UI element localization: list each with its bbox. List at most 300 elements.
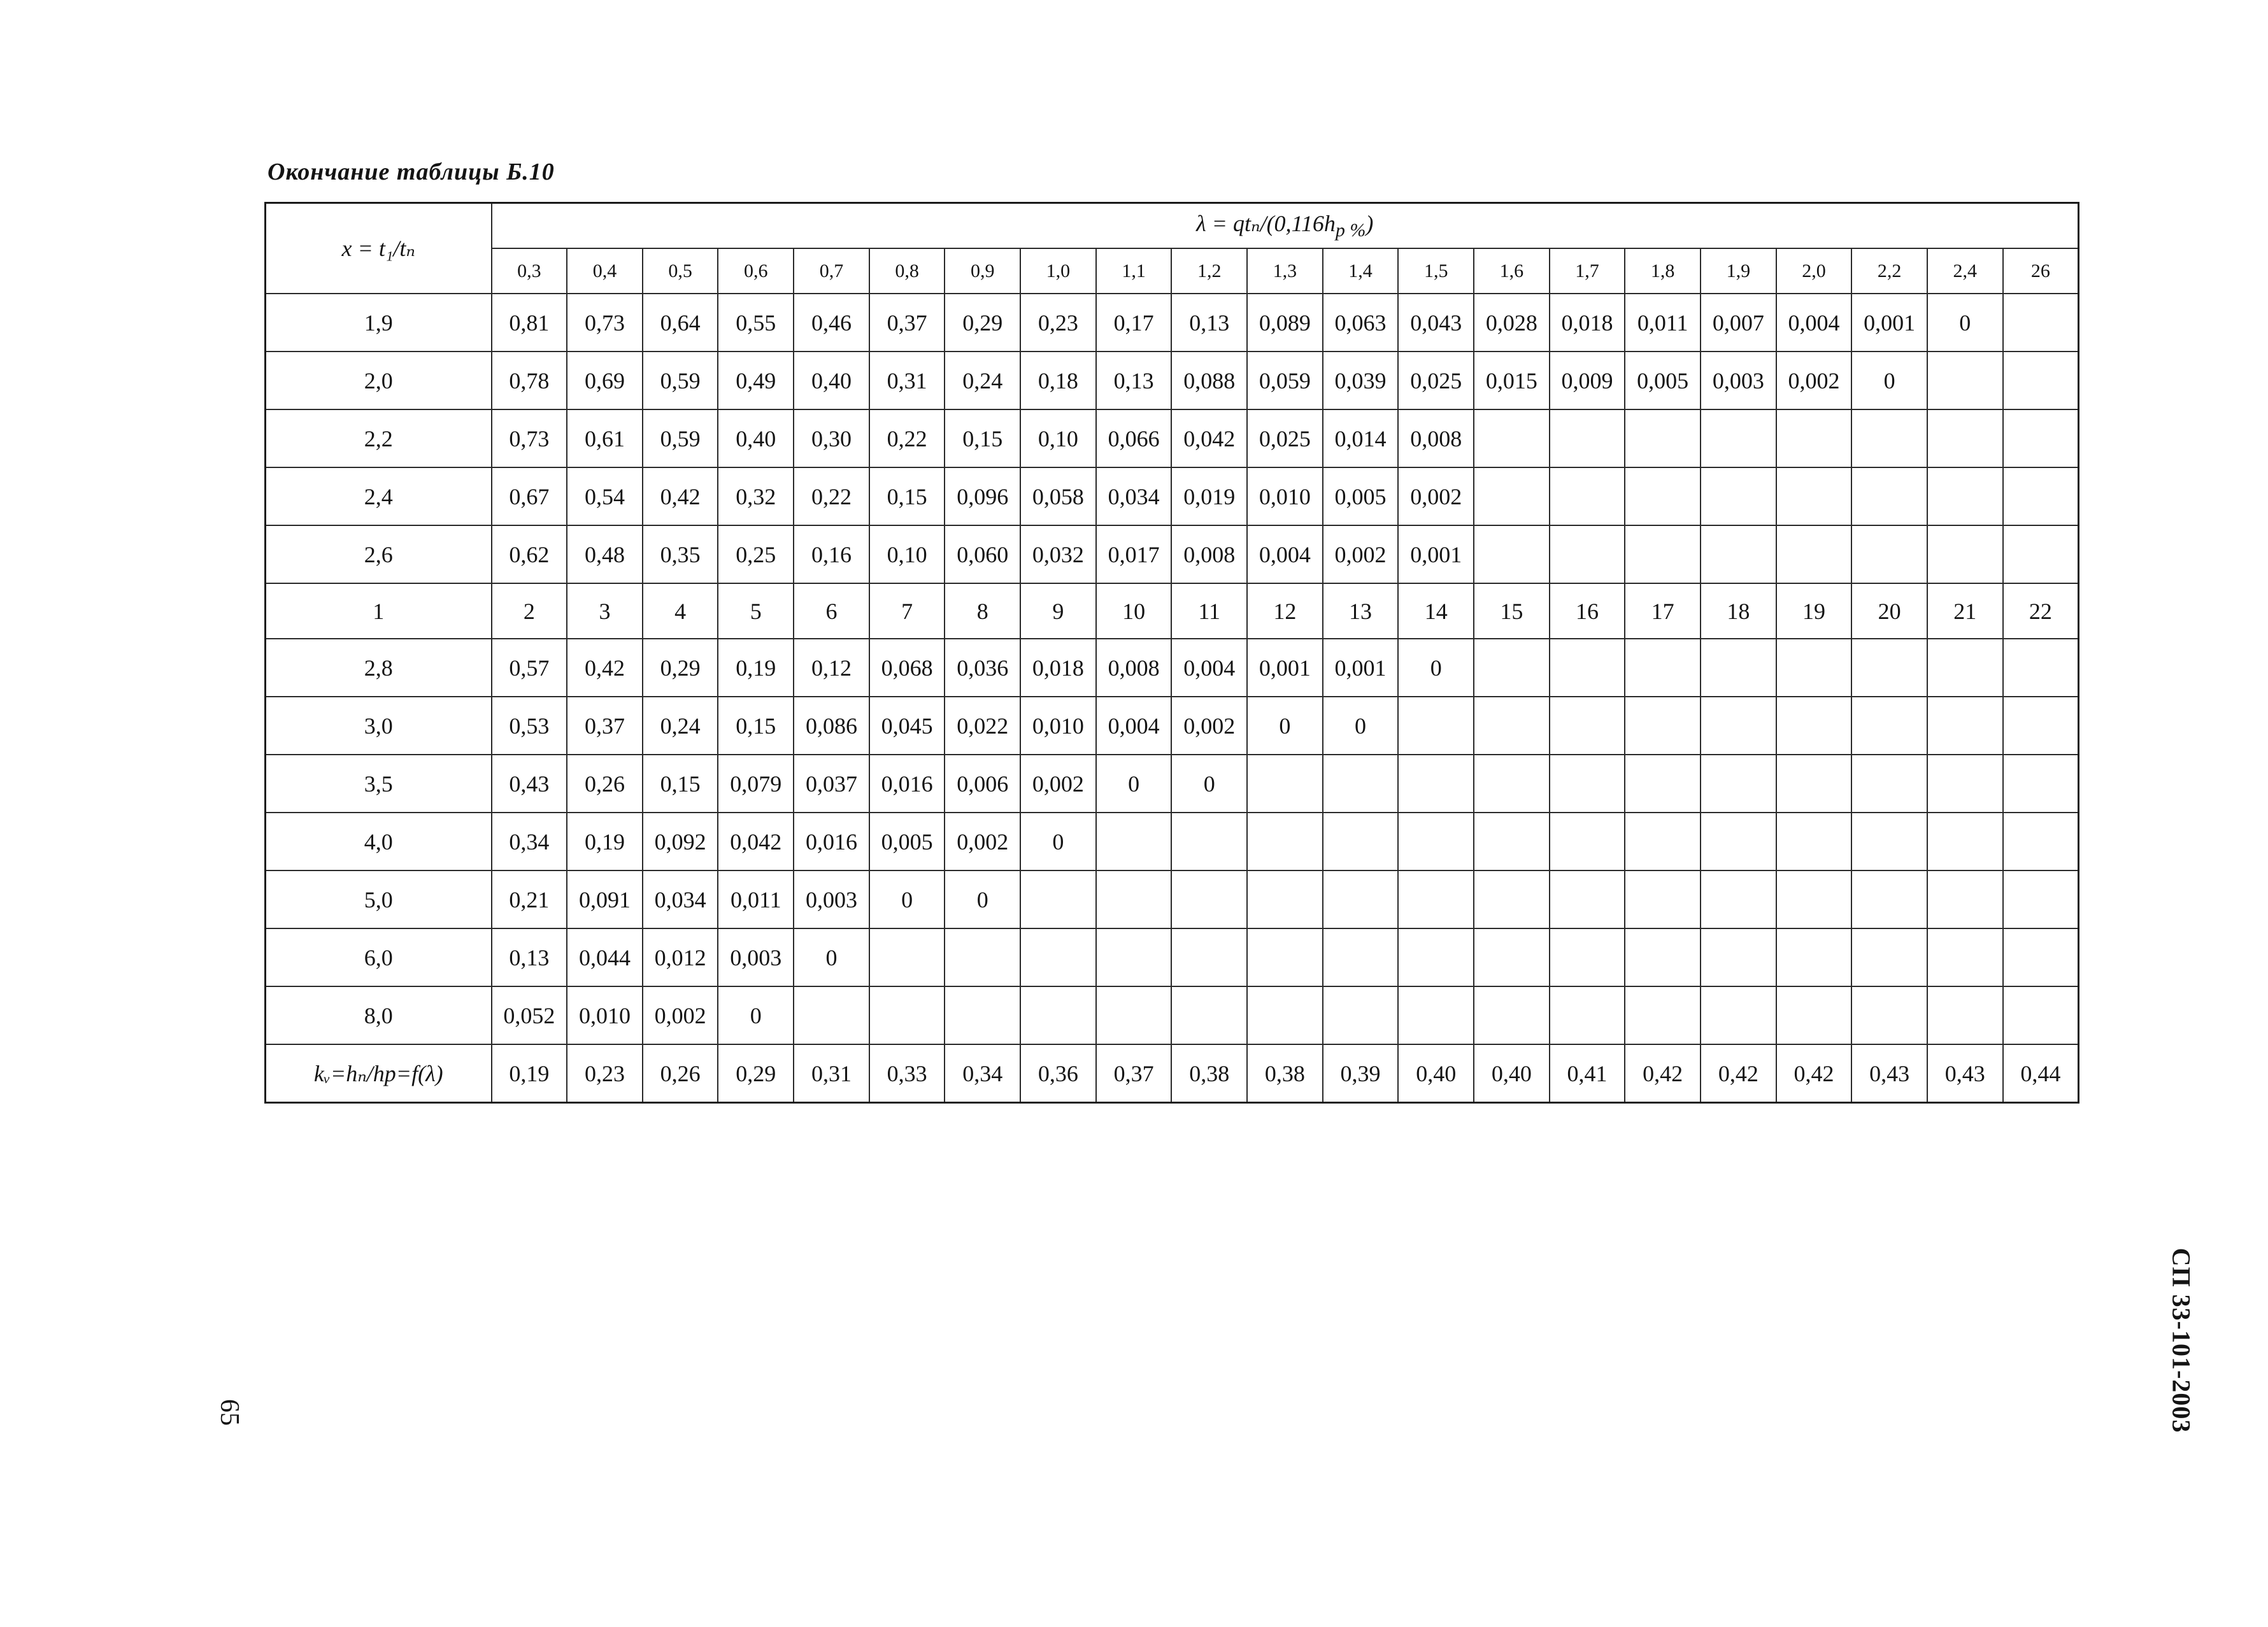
table-cell: 0,40 — [718, 409, 794, 467]
column-number-cell: 4 — [643, 583, 718, 639]
table-row — [266, 639, 2079, 697]
data-table — [264, 202, 2079, 1104]
row-x-value: 5,0 — [266, 870, 492, 928]
table-cell: 0 — [1247, 697, 1323, 755]
lambda-value-cell: 1,1 — [1096, 248, 1172, 294]
table-cell — [1927, 755, 2003, 813]
table-cell: 0,13 — [1171, 294, 1247, 352]
table-cell: 0,002 — [1398, 467, 1474, 525]
table-cell — [1927, 928, 2003, 986]
lambda-formula: λ = qtₙ/(0,116h — [1196, 210, 1336, 236]
table-cell: 0,81 — [492, 294, 567, 352]
table-cell: 0 — [794, 928, 869, 986]
table-cell: 0,018 — [1020, 639, 1096, 697]
table-cell — [1474, 525, 1550, 583]
table-cell — [1701, 870, 1776, 928]
table-cell: 0,54 — [567, 467, 643, 525]
table-cell — [1323, 813, 1399, 870]
table-cell: 0,092 — [643, 813, 718, 870]
table-cell — [1550, 813, 1625, 870]
table-cell — [1927, 467, 2003, 525]
footer-kv-cell: 0,38 — [1171, 1044, 1247, 1103]
table-cell — [2003, 294, 2079, 352]
table-cell — [1398, 697, 1474, 755]
table-cell — [1398, 928, 1474, 986]
table-row — [266, 467, 2079, 525]
column-number-cell: 7 — [869, 583, 945, 639]
table-cell: 0,016 — [794, 813, 869, 870]
table-cell — [1247, 928, 1323, 986]
table-cell — [1851, 986, 1927, 1044]
row-x-value: 2,8 — [266, 639, 492, 697]
table-cell — [1625, 755, 1701, 813]
table-cell — [2003, 525, 2079, 583]
table-cell: 0,31 — [869, 352, 945, 409]
table-cell — [1625, 467, 1701, 525]
table-cell: 0,24 — [643, 697, 718, 755]
table-cell: 0,042 — [718, 813, 794, 870]
table-cell — [1323, 928, 1399, 986]
footer-row-kv — [266, 1044, 2079, 1103]
footer-kv-cell: 0,43 — [1851, 1044, 1927, 1103]
table-cell: 0 — [718, 986, 794, 1044]
table-cell: 0,12 — [794, 639, 869, 697]
table-cell: 0,005 — [1625, 352, 1701, 409]
table-cell — [1851, 755, 1927, 813]
column-number-cell: 19 — [1776, 583, 1852, 639]
table-cell: 0,43 — [492, 755, 567, 813]
table-cell — [1776, 639, 1852, 697]
table-cell — [2003, 697, 2079, 755]
table-cell: 0,69 — [567, 352, 643, 409]
table-cell — [1927, 639, 2003, 697]
table-cell: 0,028 — [1474, 294, 1550, 352]
lambda-value-cell: 26 — [2003, 248, 2079, 294]
table-cell: 0 — [1096, 755, 1172, 813]
table-cell: 0,003 — [1701, 352, 1776, 409]
table-cell — [1550, 986, 1625, 1044]
table-cell: 0,73 — [567, 294, 643, 352]
table-cell — [1096, 928, 1172, 986]
table-cell: 0,025 — [1247, 409, 1323, 467]
column-number-cell: 14 — [1398, 583, 1474, 639]
table-cell: 0,16 — [794, 525, 869, 583]
table-cell: 0,004 — [1776, 294, 1852, 352]
table-cell — [2003, 813, 2079, 870]
table-cell: 0,016 — [869, 755, 945, 813]
table-cell: 0,096 — [945, 467, 1020, 525]
table-cell: 0,15 — [718, 697, 794, 755]
table-cell: 0,40 — [794, 352, 869, 409]
table-cell: 0,29 — [945, 294, 1020, 352]
column-number-cell: 1 — [266, 583, 492, 639]
table-cell — [1474, 467, 1550, 525]
table-cell — [1247, 870, 1323, 928]
lambda-value-cell: 1,9 — [1701, 248, 1776, 294]
table-cell: 0 — [945, 870, 1020, 928]
table-cell: 0,18 — [1020, 352, 1096, 409]
table-cell: 0,066 — [1096, 409, 1172, 467]
table-row — [266, 525, 2079, 583]
table-cell — [1323, 986, 1399, 1044]
table-cell: 0,032 — [1020, 525, 1096, 583]
table-cell: 0,32 — [718, 467, 794, 525]
lambda-value-cell: 2,0 — [1776, 248, 1852, 294]
footer-kv-cell: 0,23 — [567, 1044, 643, 1103]
table-cell — [1550, 697, 1625, 755]
header-row-lambda — [266, 203, 2079, 249]
table-cell — [1776, 870, 1852, 928]
table-cell — [1474, 409, 1550, 467]
table-cell: 0,089 — [1247, 294, 1323, 352]
table-cell: 0,044 — [567, 928, 643, 986]
footer-kv-cell: 0,29 — [718, 1044, 794, 1103]
table-cell — [1550, 525, 1625, 583]
table-cell — [1776, 409, 1852, 467]
table-cell — [1020, 928, 1096, 986]
table-cell: 0,001 — [1398, 525, 1474, 583]
table-cell: 0,036 — [945, 639, 1020, 697]
column-number-cell: 20 — [1851, 583, 1927, 639]
table-row — [266, 409, 2079, 467]
table-cell: 0,005 — [1323, 467, 1399, 525]
table-cell: 0 — [1020, 813, 1096, 870]
row-x-value: 4,0 — [266, 813, 492, 870]
column-number-cell: 21 — [1927, 583, 2003, 639]
table-cell — [869, 986, 945, 1044]
table-cell: 0,002 — [1776, 352, 1852, 409]
table-cell — [1701, 928, 1776, 986]
table-cell: 0,010 — [1247, 467, 1323, 525]
table-cell — [1625, 697, 1701, 755]
table-cell: 0,73 — [492, 409, 567, 467]
table-cell — [1701, 409, 1776, 467]
table-cell: 0,002 — [1323, 525, 1399, 583]
table-cell — [1851, 928, 1927, 986]
table-row — [266, 697, 2079, 755]
table-cell: 0,19 — [567, 813, 643, 870]
row-x-value: 2,4 — [266, 467, 492, 525]
table-cell: 0,48 — [567, 525, 643, 583]
table-cell: 0,55 — [718, 294, 794, 352]
column-number-row — [266, 583, 2079, 639]
lambda-value-cell: 1,5 — [1398, 248, 1474, 294]
column-number-cell: 13 — [1323, 583, 1399, 639]
table-cell — [2003, 409, 2079, 467]
table-cell: 0,039 — [1323, 352, 1399, 409]
table-cell: 0,002 — [1171, 697, 1247, 755]
table-cell — [1851, 870, 1927, 928]
table-cell: 0,005 — [869, 813, 945, 870]
table-cell — [1776, 755, 1852, 813]
table-cell: 0,058 — [1020, 467, 1096, 525]
table-cell: 0,037 — [794, 755, 869, 813]
column-number-cell: 18 — [1701, 583, 1776, 639]
table-cell: 0,002 — [945, 813, 1020, 870]
footer-kv-cell: 0,42 — [1776, 1044, 1852, 1103]
table-cell — [1927, 813, 2003, 870]
table-cell — [1247, 986, 1323, 1044]
table-cell: 0,034 — [643, 870, 718, 928]
table-cell: 0 — [869, 870, 945, 928]
table-cell: 0,78 — [492, 352, 567, 409]
column-number-cell: 2 — [492, 583, 567, 639]
table-cell: 0,025 — [1398, 352, 1474, 409]
table-cell: 0,15 — [643, 755, 718, 813]
table-cell — [1398, 813, 1474, 870]
table-cell: 0,063 — [1323, 294, 1399, 352]
table-cell: 0,014 — [1323, 409, 1399, 467]
lambda-value-cell: 0,9 — [945, 248, 1020, 294]
column-number-cell: 11 — [1171, 583, 1247, 639]
header-row-lambda-values — [266, 248, 2079, 294]
table-cell — [1474, 813, 1550, 870]
table-cell: 0,003 — [718, 928, 794, 986]
table-cell: 0,008 — [1171, 525, 1247, 583]
row-x-value: 8,0 — [266, 986, 492, 1044]
table-cell: 0,57 — [492, 639, 567, 697]
footer-kv-cell: 0,44 — [2003, 1044, 2079, 1103]
table-cell — [2003, 639, 2079, 697]
table-cell — [1550, 467, 1625, 525]
table-cell — [1701, 467, 1776, 525]
column-number-cell: 17 — [1625, 583, 1701, 639]
table-cell: 0,060 — [945, 525, 1020, 583]
table-cell — [1474, 870, 1550, 928]
table-cell: 0,13 — [1096, 352, 1172, 409]
table-cell: 0,010 — [1020, 697, 1096, 755]
lambda-subscript: р % — [1335, 220, 1366, 241]
table-cell — [1020, 986, 1096, 1044]
table-cell: 0 — [1851, 352, 1927, 409]
table-row — [266, 986, 2079, 1044]
table-cell: 0,007 — [1701, 294, 1776, 352]
lambda-value-cell: 1,6 — [1474, 248, 1550, 294]
table-cell — [1625, 928, 1701, 986]
lambda-value-cell: 0,5 — [643, 248, 718, 294]
table-row — [266, 755, 2079, 813]
table-cell: 0 — [1323, 697, 1399, 755]
lambda-value-cell: 1,7 — [1550, 248, 1625, 294]
table-cell: 0,10 — [1020, 409, 1096, 467]
table-cell — [1096, 813, 1172, 870]
table-cell: 0,15 — [869, 467, 945, 525]
page-number: 65 — [215, 1399, 244, 1426]
lambda-value-cell: 0,8 — [869, 248, 945, 294]
table-cell — [1171, 986, 1247, 1044]
table-cell: 0,091 — [567, 870, 643, 928]
table-cell — [1323, 755, 1399, 813]
table-cell — [2003, 467, 2079, 525]
table-cell — [1171, 928, 1247, 986]
table-row — [266, 352, 2079, 409]
table-cell: 0,42 — [643, 467, 718, 525]
table-cell: 0,015 — [1474, 352, 1550, 409]
lambda-value-cell: 0,6 — [718, 248, 794, 294]
table-cell: 0,001 — [1323, 639, 1399, 697]
row-x-value: 6,0 — [266, 928, 492, 986]
table-cell: 0,004 — [1247, 525, 1323, 583]
row-x-value: 1,9 — [266, 294, 492, 352]
table-cell — [1927, 870, 2003, 928]
table-cell — [1776, 467, 1852, 525]
table-cell: 0,006 — [945, 755, 1020, 813]
lambda-value-cell: 0,7 — [794, 248, 869, 294]
table-cell — [1096, 986, 1172, 1044]
table-cell — [1701, 986, 1776, 1044]
table-cell — [794, 986, 869, 1044]
table-cell — [1701, 755, 1776, 813]
column-number-cell: 5 — [718, 583, 794, 639]
table-cell — [1776, 928, 1852, 986]
table-cell — [1701, 697, 1776, 755]
table-cell: 0,17 — [1096, 294, 1172, 352]
table-cell: 0,35 — [643, 525, 718, 583]
table-cell: 0,043 — [1398, 294, 1474, 352]
table-cell: 0,001 — [1247, 639, 1323, 697]
table-cell — [1927, 986, 2003, 1044]
table-cell — [1625, 409, 1701, 467]
table-cell: 0,001 — [1851, 294, 1927, 352]
table-cell: 0,045 — [869, 697, 945, 755]
table-cell: 0,24 — [945, 352, 1020, 409]
lambda-value-cell: 1,2 — [1171, 248, 1247, 294]
table-row — [266, 294, 2079, 352]
table-cell — [1851, 813, 1927, 870]
column-number-cell: 15 — [1474, 583, 1550, 639]
table-cell: 0,13 — [492, 928, 567, 986]
table-cell — [1398, 870, 1474, 928]
table-cell — [1701, 639, 1776, 697]
table-cell — [1625, 813, 1701, 870]
lambda-value-cell: 1,0 — [1020, 248, 1096, 294]
table-cell: 0,004 — [1171, 639, 1247, 697]
table-cell: 0,19 — [718, 639, 794, 697]
table-cell — [2003, 986, 2079, 1044]
table-cell: 0,22 — [794, 467, 869, 525]
table-cell: 0,61 — [567, 409, 643, 467]
table-cell: 0,019 — [1171, 467, 1247, 525]
footer-kv-cell: 0,40 — [1474, 1044, 1550, 1103]
table-cell: 0,59 — [643, 409, 718, 467]
row-x-value: 3,5 — [266, 755, 492, 813]
table-cell: 0,018 — [1550, 294, 1625, 352]
table-cell: 0,008 — [1096, 639, 1172, 697]
table-cell: 0,068 — [869, 639, 945, 697]
table-cell: 0,012 — [643, 928, 718, 986]
table-cell: 0 — [1171, 755, 1247, 813]
table-cell — [1398, 755, 1474, 813]
lambda-value-cell: 2,2 — [1851, 248, 1927, 294]
table-cell: 0,64 — [643, 294, 718, 352]
table-cell — [1398, 986, 1474, 1044]
document-code: СП 33-101-2003 — [2167, 1247, 2196, 1433]
table-cell — [2003, 755, 2079, 813]
table-cell — [1625, 986, 1701, 1044]
table-cell — [1247, 813, 1323, 870]
row-x-value: 3,0 — [266, 697, 492, 755]
row-x-value: 2,0 — [266, 352, 492, 409]
table-cell — [1474, 928, 1550, 986]
table-cell — [1776, 525, 1852, 583]
table-row — [266, 813, 2079, 870]
lambda-value-cell: 0,4 — [567, 248, 643, 294]
footer-kv-cell: 0,43 — [1927, 1044, 2003, 1103]
table-cell: 0,052 — [492, 986, 567, 1044]
table-cell — [1096, 870, 1172, 928]
table-cell — [1474, 986, 1550, 1044]
table-cell — [2003, 870, 2079, 928]
table-cell: 0,002 — [1020, 755, 1096, 813]
table-cell: 0,009 — [1550, 352, 1625, 409]
table-cell: 0,42 — [567, 639, 643, 697]
table-cell: 0 — [1927, 294, 2003, 352]
table-cell — [1247, 755, 1323, 813]
table-cell — [2003, 352, 2079, 409]
table-cell — [1625, 639, 1701, 697]
table-cell: 0,25 — [718, 525, 794, 583]
header-x-cell: x = t₁/tₙ — [266, 203, 492, 294]
table-cell: 0,67 — [492, 467, 567, 525]
table-cell: 0,23 — [1020, 294, 1096, 352]
table-cell: 0,011 — [1625, 294, 1701, 352]
table-caption: Окончание таблицы Б.10 — [267, 159, 555, 185]
table-cell: 0,46 — [794, 294, 869, 352]
table-cell: 0,62 — [492, 525, 567, 583]
table-row — [266, 870, 2079, 928]
table-cell: 0,008 — [1398, 409, 1474, 467]
table-cell — [1851, 639, 1927, 697]
table-cell: 0,002 — [643, 986, 718, 1044]
table-cell: 0,010 — [567, 986, 643, 1044]
footer-kv-cell: 0,39 — [1323, 1044, 1399, 1103]
lambda-value-cell: 0,3 — [492, 248, 567, 294]
footer-kv-cell: 0,34 — [945, 1044, 1020, 1103]
table-cell: 0,59 — [643, 352, 718, 409]
footer-kv-cell: 0,36 — [1020, 1044, 1096, 1103]
lambda-value-cell: 1,4 — [1323, 248, 1399, 294]
table-cell: 0,22 — [869, 409, 945, 467]
footer-kv-cell: 0,38 — [1247, 1044, 1323, 1103]
table-cell: 0,088 — [1171, 352, 1247, 409]
lambda-formula-close: ) — [1366, 210, 1374, 236]
footer-kv-cell: 0,31 — [794, 1044, 869, 1103]
table-cell: 0,034 — [1096, 467, 1172, 525]
column-number-cell: 8 — [945, 583, 1020, 639]
column-number-cell: 9 — [1020, 583, 1096, 639]
table-cell: 0,086 — [794, 697, 869, 755]
lambda-value-cell: 2,4 — [1927, 248, 2003, 294]
table-cell: 0,059 — [1247, 352, 1323, 409]
table-cell: 0,30 — [794, 409, 869, 467]
table-cell — [1776, 813, 1852, 870]
column-number-cell: 22 — [2003, 583, 2079, 639]
table-cell — [1550, 928, 1625, 986]
table-cell — [1776, 697, 1852, 755]
row-x-value: 2,2 — [266, 409, 492, 467]
column-number-cell: 16 — [1550, 583, 1625, 639]
table-cell — [1851, 409, 1927, 467]
table-cell — [1625, 525, 1701, 583]
table-cell — [1625, 870, 1701, 928]
table-cell: 0,37 — [567, 697, 643, 755]
table-cell — [1550, 639, 1625, 697]
table-cell — [1701, 525, 1776, 583]
table-cell: 0,011 — [718, 870, 794, 928]
footer-kv-cell: 0,42 — [1701, 1044, 1776, 1103]
table-cell: 0,10 — [869, 525, 945, 583]
table-cell: 0,15 — [945, 409, 1020, 467]
